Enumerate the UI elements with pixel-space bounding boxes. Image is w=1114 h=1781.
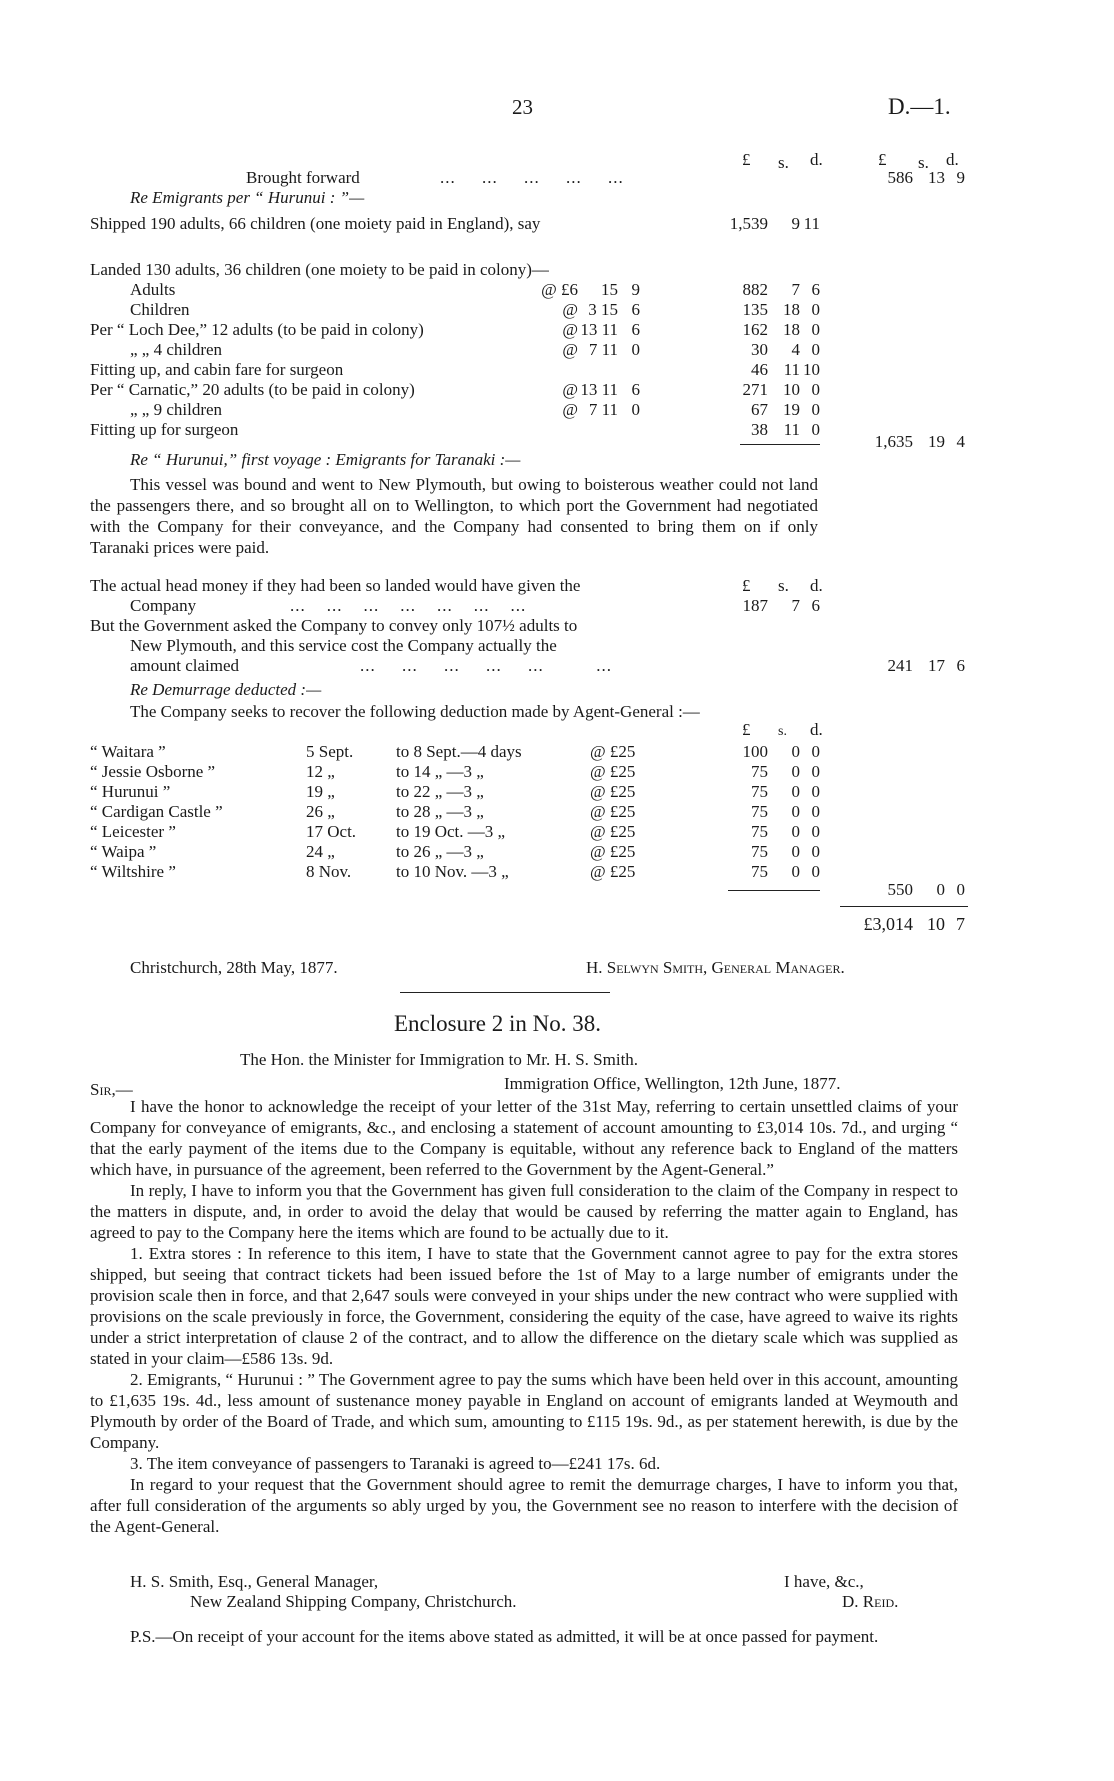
page-code: D.—1. — [888, 94, 951, 119]
signature: H. Selwyn Smith, General Manager. — [586, 958, 845, 977]
demurrage-ship: “ Hurunui ” — [90, 782, 171, 801]
money-cell: 9 — [956, 168, 965, 187]
demurrage-ship: “ Waitara ” — [90, 742, 166, 761]
enclosure-subtitle: The Hon. the Minister for Immigration to Mr. H. S. Smith. — [240, 1050, 639, 1069]
money-cell: 9 — [791, 214, 800, 233]
money-cell: 0 — [811, 300, 820, 319]
column-heading: s. — [918, 153, 929, 172]
demurrage-intro: The Company seeks to recover the following deduction made by Agent-General :— — [130, 702, 700, 721]
item-label: Fitting up for surgeon — [90, 420, 239, 439]
money-cell: 0 — [791, 842, 800, 861]
brought-forward-total — [845, 168, 965, 188]
money-cell: 15 — [601, 280, 618, 299]
shipped-text: Shipped 190 adults, 66 children (one moiety paid in England), say — [90, 214, 541, 233]
demurrage-from: 8 Nov. — [306, 862, 352, 881]
letter-paragraph: In regard to your request that the Government should agree to remit the demurrage charges, I have to inform you that, after full consideration of the arguments so ably urged by you, the Government see no reason to interfere with the decision of the Agent-General. — [90, 1475, 958, 1536]
money-cell: 0 — [791, 862, 800, 881]
demurrage-to: to 14 „ —3 „ — [396, 762, 484, 781]
item-rate — [530, 380, 640, 400]
demurrage-to: to 10 Nov. —3 „ — [396, 862, 509, 881]
item-amount — [700, 340, 820, 360]
demurrage-amount — [700, 802, 820, 822]
money-cell: 6 — [631, 320, 640, 339]
money-cell: 11 — [783, 420, 800, 439]
salutation: Sir,— — [90, 1080, 133, 1099]
item-label: Per “ Loch Dee,” 12 adults (to be paid in colony) — [90, 320, 424, 339]
money-cell: 11 — [783, 360, 800, 379]
money-cell: 13 — [928, 168, 945, 187]
money-cell: @ — [562, 300, 578, 319]
demurrage-from: 26 „ — [306, 802, 335, 821]
money-cell: 10 — [803, 360, 820, 379]
demurrage-rate: @ £25 — [590, 762, 636, 781]
money-cell: 10 — [783, 380, 800, 399]
money-cell: 0 — [631, 340, 640, 359]
place-date: Christchurch, 28th May, 1877. — [130, 958, 338, 977]
head-money-line-2: Company — [130, 596, 197, 615]
money-cell: 75 — [751, 822, 768, 841]
taranaki-total — [845, 656, 965, 676]
demurrage-rate: @ £25 — [590, 862, 636, 881]
money-cell: 0 — [791, 742, 800, 761]
head-money-line-1: The actual head money if they had been so landed would have given the — [90, 576, 581, 595]
letter-body — [90, 1096, 958, 1537]
money-cell: 882 — [742, 280, 768, 299]
head-money-amount — [700, 596, 820, 616]
money-cell: 1,539 — [729, 214, 768, 233]
money-cell: 0 — [811, 782, 820, 801]
demurrage-to: to 28 „ —3 „ — [396, 802, 484, 821]
money-cell: 75 — [751, 862, 768, 881]
money-cell: 0 — [811, 420, 820, 439]
demurrage-amount — [700, 762, 820, 782]
money-cell: 75 — [751, 802, 768, 821]
landed-heading: Landed 130 adults, 36 children (one moiety to be paid in colony)— — [90, 260, 549, 279]
money-cell: 3 15 — [588, 300, 618, 319]
money-cell: 75 — [751, 842, 768, 861]
item-label: Adults — [130, 280, 176, 299]
demurrage-amount — [700, 862, 820, 882]
demurrage-rate: @ £25 — [590, 822, 636, 841]
document-page: 23 D.—1. £ s. d. £ s. d. Brought forward ... ... ... ... ... 586 13 9 Re Emigrants per “ Hurunui : ”— Shipped 190 adults, 66 children (one moiety paid in England), say 1,539 9 11 Landed 130 adults, 36 children (one moiety to be paid in colony)— Adults @ £6 15 9 882 7 6 Children @ 3 15 6 135 18 0 Per “ Loch Dee,” 12 adults (to be paid in colony) @ 13 11 6 162 18 0 „ „ 4 children @ 7 11 0 30 4 0 Fitting up, and cabin fare for surgeon 46 11 10 Per “ Carnatic,” 20 adults (to be paid in colony) @ 13 11 6 271 10 0 „ „ 9 children @ 7 11 0 67 19 0 Fitting up for surgeon 38 11 0 1,635 19 4 Re “ Hurunui,” first voyage : Emigrants for Taranaki :— This vessel was bound and went to New Plymouth, but owing to boisterous weather could not land the passengers there, and so brought all on to Wellington, to which port the Government had negotiated with the Company for their conveyance, and the Company had consented to bring them on if only Taranaki prices were paid. The actual head money if they had been so landed would have given the £ s. d. Company ... ... ... ... ... ... ... 187 7 6 But the Government asked the Company to convey only 107½ adults to New Plymouth, and this service cost the Company actually the amount claimed ... ... ... ... ... ... 241 17 6 Re Demurrage deducted :— The Company seeks to recover the following deduction made by Agent-General :— £ s. d. “ Waitara ” 5 Sept. to 8 Sept.—4 days @ £25 100 0 0 “ Jessie Osborne ” 12 „ to 14 „ —3 „ @ £25 75 0 0 “ Hurunui ” 19 „ to 22 „ —3 „ @ £25 75 0 0 “ Cardigan Castle ” 26 „ to 28 „ —3 „ @ £25 75 0 0 “ Leicester ” 17 Oct. to 19 Oct. —3 „ @ £25 75 0 0 “ Waipa ” 24 „ to 26 „ —3 „ @ £25 75 0 0 “ Wiltshire ” 8 Nov. to 10 Nov. —3 „ @ £25 75 0 0 550 0 0 £3,014 10 7 Christchurch, 28th May, 1877. H. Selwyn Smith, General Manager. Enclosure 2 in No. 38. The Hon. the Minister for Immigration to Mr. H. S. Smith. Sir,— Immigration Office, Wellington, 12th June, 1877. I have the honor to acknowledge the receipt of your letter of the 31st May, referring to certain unsettled claims of your Company for conveyance of emigrants, &c., and enclosing a statement of account amounting to £3,014 10s. 7d., and urging “ that the early payment of the items due to the Company is equitable, without any reference back to England of the matters which have, in pursuance of the agreement, been referred to the Government by the Agent-General.” In reply, I have to inform you that the Government has given full consideration to the claim of the Company in respect to the matters in dispute, and, in order to avoid the delay that would be caused by referring the matter again to England, has agreed to pay to the Company here the items which are found to be actually due to it. 1. Extra stores : In reference to this item, I have to state that the Government cannot agree to pay for the extra stores shipped, but seeing that contract tickets had been issued before the 1st of May to a large number of emigrants under the provision scale then in force, and that 2,647 souls were conveyed in your ships under the new contract who were supplied with provisions on the scale previously in force, the Government, considering the equity of the case, have agreed to waive its rights under a strict interpretation of clause 2 of the contract, and to allow the difference on the dietary scale which was supplied as stated in your claim—£586 13s. 9d. 2. Emigrants, “ Hurunui : ” The Government agree to pay the sums which have been held over in this account, amounting to £1,635 19s. 4d., less amount of sustenance money payable in England on account of emigrants landed at Weymouth and Plymouth by order of the Board of Trade, and which sum, amounting to £115 19s. 9d., as per statement herewith, is due by the Company. 3. The item conveyance of passengers to Taranaki is agreed to—£241 17s. 6d. In regard to your request that the Government should agree to remit the demurrage charges, I have to inform you that, after full consideration of the arguments so ably urged by you, the Government see no reason to interfere with the decision of the Agent-General. H. S. Smith, Esq., General Manager, New Zealand Shipping Company, Christchurch. I have, &c., D. Reid. P.S.—On receipt of your account for the items above stated as admitted, it will be at once passed for payment. — [0, 0, 1114, 1781]
money-cell: 6 — [631, 300, 640, 319]
item-rate — [530, 320, 640, 340]
total-rule — [840, 906, 968, 907]
leader-dots: ... ... ... ... ... ... ... — [290, 596, 527, 615]
money-cell: @ — [562, 320, 578, 339]
item-label: Fitting up, and cabin fare for surgeon — [90, 360, 344, 379]
column-heading: d. — [946, 150, 959, 169]
subtotal-rule — [740, 444, 820, 445]
money-cell: 162 — [742, 320, 768, 339]
item-amount — [700, 420, 820, 440]
demurrage-ship: “ Waipa ” — [90, 842, 157, 861]
money-cell: 75 — [751, 782, 768, 801]
money-cell: 10 — [927, 914, 945, 934]
money-cell: 1,635 — [874, 432, 913, 451]
brought-forward-label: Brought forward — [246, 168, 360, 187]
money-cell: 586 — [887, 168, 913, 187]
money-cell: 0 — [811, 742, 820, 761]
money-cell: 75 — [751, 762, 768, 781]
enclosure-title: Enclosure 2 in No. 38. — [394, 1011, 601, 1036]
money-cell: 13 11 — [580, 380, 618, 399]
demurrage-amount — [700, 782, 820, 802]
money-cell: 18 — [783, 320, 800, 339]
money-cell: 6 — [811, 596, 820, 615]
item-rate — [530, 420, 640, 440]
money-cell: 0 — [811, 340, 820, 359]
money-cell: 0 — [811, 380, 820, 399]
letter-paragraph: 1. Extra stores : In reference to this item, I have to state that the Government cannot agree to pay for the extra stores shipped, but seeing that contract tickets had been issued before the 1st of May to a large number of emigrants under the provision scale then in force, and that 2,647 souls were conveyed in your ships under the new contract who were supplied with provisions on the scale previously in force, the Government, considering the equity of the case, have agreed to waive its rights under a strict interpretation of clause 2 of the contract, and to allow the difference on the dietary scale which was supplied as stated in your claim—£586 13s. 9d. — [90, 1244, 958, 1368]
money-cell: @ — [562, 400, 578, 419]
money-cell: 0 — [791, 822, 800, 841]
divider — [400, 992, 610, 993]
money-cell: 0 — [791, 802, 800, 821]
money-cell: 11 — [803, 214, 820, 233]
column-heading: d. — [810, 150, 823, 169]
money-cell: 7 — [956, 914, 965, 934]
demurrage-rate: @ £25 — [590, 842, 636, 861]
hurunui-heading: Re Emigrants per “ Hurunui : ”— — [130, 188, 365, 207]
money-cell: 271 — [742, 380, 768, 399]
money-cell: 100 — [742, 742, 768, 761]
money-cell: 0 — [811, 802, 820, 821]
item-label: „ „ 9 children — [130, 400, 223, 419]
item-label: Children — [130, 300, 190, 319]
addressee-line-1: H. S. Smith, Esq., General Manager, — [130, 1572, 379, 1591]
item-amount — [700, 320, 820, 340]
letter-paragraph: I have the honor to acknowledge the receipt of your letter of the 31st May, referring to certain unsettled claims of your Company for conveyance of emigrants, &c., and enclosing a statement of account amounting to £3,014 10s. 7d., and urging “ that the early payment of the items due to the Company is equitable, without any reference back to England of the matters which have, in pursuance of the agreement, been referred to the Government by the Agent-General.” — [90, 1097, 958, 1179]
demurrage-from: 12 „ — [306, 762, 335, 781]
demurrage-from: 24 „ — [306, 842, 335, 861]
postscript: P.S.—On receipt of your account for the items above stated as admitted, it will be at once passed for payment. — [130, 1627, 879, 1646]
item-label: „ „ 4 children — [130, 340, 223, 359]
money-cell: 38 — [751, 420, 768, 439]
item-rate — [530, 360, 640, 380]
money-cell: 67 — [751, 400, 768, 419]
money-cell: 0 — [811, 862, 820, 881]
item-amount — [700, 380, 820, 400]
money-cell: 6 — [631, 380, 640, 399]
leader-dots: ... ... ... ... ... — [440, 168, 624, 187]
money-cell: 7 — [791, 596, 800, 615]
demurrage-ship: “ Cardigan Castle ” — [90, 802, 223, 821]
demurrage-heading: Re Demurrage deducted :— — [130, 680, 322, 699]
demurrage-to: to 8 Sept.—4 days — [396, 742, 522, 761]
column-heading: £ — [742, 150, 751, 169]
money-cell: 18 — [783, 300, 800, 319]
demurrage-rate: @ £25 — [590, 782, 636, 801]
item-rate — [530, 280, 640, 300]
money-cell: 0 — [811, 400, 820, 419]
money-cell: 6 — [956, 656, 965, 675]
money-cell: 4 — [791, 340, 800, 359]
taranaki-heading: Re “ Hurunui,” first voyage : Emigrants for Taranaki :— — [130, 450, 521, 469]
money-cell: 0 — [811, 320, 820, 339]
demurrage-amount — [700, 742, 820, 762]
money-cell: 30 — [751, 340, 768, 359]
money-cell: 0 — [811, 762, 820, 781]
demurrage-to: to 22 „ —3 „ — [396, 782, 484, 801]
demurrage-ship: “ Wiltshire ” — [90, 862, 176, 881]
money-cell: 135 — [742, 300, 768, 319]
leader-dots: ... ... ... ... ... ... — [360, 656, 612, 675]
money-cell: 0 — [791, 782, 800, 801]
but-line-3: amount claimed — [130, 656, 240, 675]
demurrage-rate: @ £25 — [590, 742, 636, 761]
demurrage-rate: @ £25 — [590, 802, 636, 821]
money-cell: 7 11 — [588, 400, 618, 419]
money-cell: 19 — [928, 432, 945, 451]
money-cell: @ — [562, 340, 578, 359]
column-heading: s. — [778, 153, 789, 172]
signer: D. Reid. — [842, 1592, 899, 1611]
hurunui-total — [845, 432, 965, 452]
address-date: Immigration Office, Wellington, 12th June, 1877. — [504, 1074, 841, 1093]
demurrage-total — [845, 880, 965, 900]
money-cell: £3,014 — [863, 914, 913, 934]
money-cell: @ £6 — [541, 280, 578, 299]
subtotal-rule — [728, 890, 820, 891]
taranaki-text: This vessel was bound and went to New Plymouth, but owing to boisterous weather could not land the passengers there, and so brought all on to Wellington, to which port the Government had negotiated with the Company for their conveyance, and the Company had consented to bring them on if only Taranaki prices were paid. — [90, 475, 818, 557]
money-cell: 187 — [742, 596, 768, 615]
money-cell: 0 — [936, 880, 945, 899]
demurrage-amount — [700, 842, 820, 862]
money-cell: 6 — [811, 280, 820, 299]
money-cell: 13 11 — [580, 320, 618, 339]
demurrage-to: to 19 Oct. —3 „ — [396, 822, 506, 841]
letter-paragraph: In reply, I have to inform you that the Government has given full consideration to the claim of the Company in respect to the matters in dispute, and, in order to avoid the delay that would be caused by referring the matter again to England, has agreed to pay to the Company here the items which are found to be actually due to it. — [90, 1181, 958, 1242]
money-cell: 7 11 — [588, 340, 618, 359]
money-cell: 0 — [811, 842, 820, 861]
demurrage-from: 5 Sept. — [306, 742, 354, 761]
demurrage-from: 17 Oct. — [306, 822, 357, 841]
demurrage-to: to 26 „ —3 „ — [396, 842, 484, 861]
money-cell: 9 — [631, 280, 640, 299]
item-rate — [530, 300, 640, 320]
letter-paragraph: 3. The item conveyance of passengers to Taranaki is agreed to—£241 17s. 6d. — [130, 1454, 661, 1473]
money-cell: 0 — [631, 400, 640, 419]
but-line-1: But the Government asked the Company to convey only 107½ adults to — [90, 616, 578, 635]
demurrage-amount — [700, 822, 820, 842]
money-cell: 550 — [887, 880, 913, 899]
but-line-2: New Plymouth, and this service cost the Company actually the — [130, 636, 557, 655]
item-rate — [530, 400, 640, 420]
money-cell: 7 — [791, 280, 800, 299]
letter-paragraph: 2. Emigrants, “ Hurunui : ” The Government agree to pay the sums which have been held over in this account, amounting to £1,635 19s. 4d., less amount of sustenance money payable in England on account of emigrants landed at Weymouth and Plymouth by order of the Board of Trade, and which sum, amounting to £115 19s. 9d., as per statement herewith, is due by the Company. — [90, 1370, 958, 1452]
item-label: Per “ Carnatic,” 20 adults (to be paid in colony) — [90, 380, 415, 399]
demurrage-ship: “ Jessie Osborne ” — [90, 762, 216, 781]
money-cell: 0 — [956, 880, 965, 899]
column-heading: £ — [878, 150, 887, 169]
addressee-line-2: New Zealand Shipping Company, Christchurch. — [190, 1592, 517, 1611]
money-cell: 46 — [751, 360, 768, 379]
item-rate — [530, 340, 640, 360]
money-cell: 17 — [928, 656, 945, 675]
money-cell: 0 — [811, 822, 820, 841]
shipped-amount — [690, 214, 820, 234]
demurrage-from: 19 „ — [306, 782, 335, 801]
demurrage-ship: “ Leicester ” — [90, 822, 176, 841]
page-number: 23 — [512, 95, 533, 119]
money-cell: 4 — [956, 432, 965, 451]
money-cell: 0 — [791, 762, 800, 781]
money-cell: 241 — [887, 656, 913, 675]
item-amount — [700, 360, 820, 380]
money-cell: @ — [562, 380, 578, 399]
money-cell: 19 — [783, 400, 800, 419]
closing: I have, &c., — [784, 1572, 864, 1591]
item-amount — [700, 400, 820, 420]
item-amount — [700, 300, 820, 320]
item-amount — [700, 280, 820, 300]
grand-total — [838, 914, 965, 934]
